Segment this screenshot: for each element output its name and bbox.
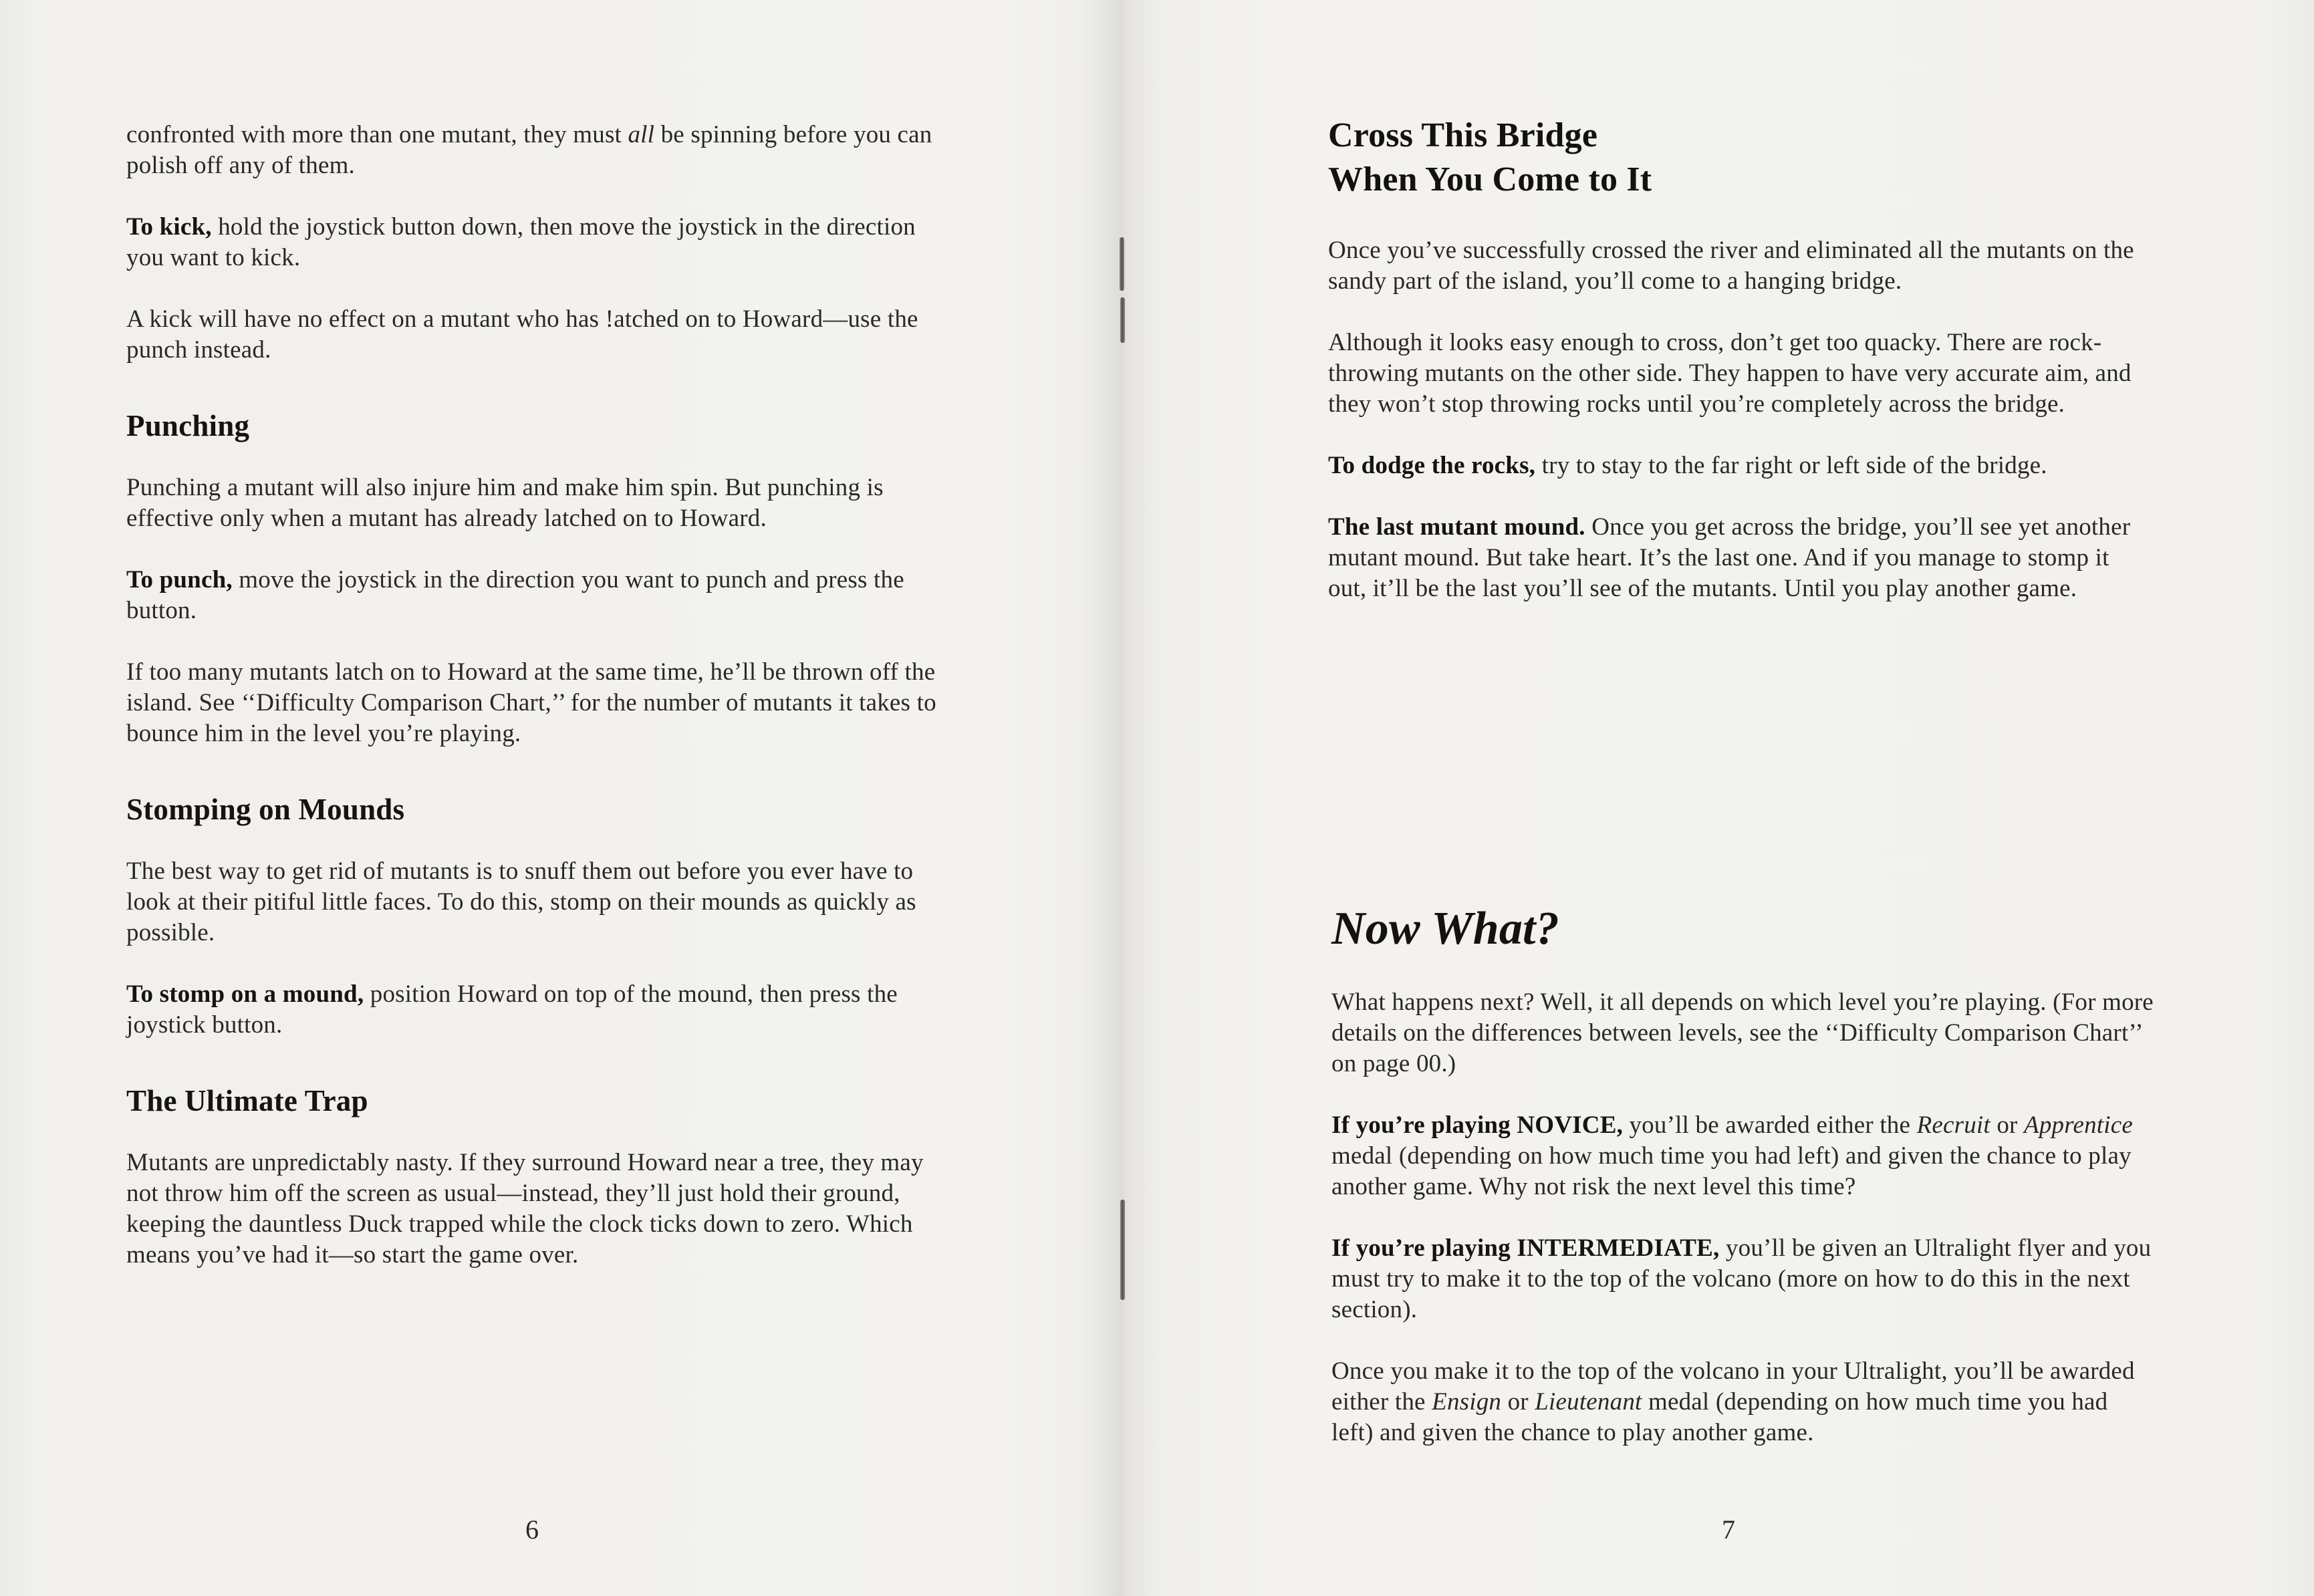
bridge-heading-line2: When You Come to It <box>1328 160 1652 198</box>
intro-paragraph <box>126 120 942 181</box>
bridge-section <box>1328 114 2150 635</box>
novice-text-c: medal (depending on how much time you had left) and given the chance to play another game. Why not risk the next level this time? <box>1331 1142 2132 1200</box>
dodge-rocks-paragraph <box>1328 450 2150 481</box>
stomp-lead: To stomp on a mound, <box>126 980 364 1008</box>
recruit-medal-name: Recruit <box>1916 1111 1990 1139</box>
last-mound-paragraph <box>1328 512 2150 604</box>
dodge-text: try to stay to the far right or left side of the bridge. <box>1535 452 2047 479</box>
stomping-heading: Stomping on Mounds <box>126 793 405 826</box>
now-what-paragraph: What happens next? Well, it all depends on which level you’re playing. (For more details on the differences between levels, see the ‘‘Difficulty Comparison Chart’’ on page 00.) <box>1331 988 2154 1077</box>
stomp-instruction-paragraph <box>126 979 942 1041</box>
left-page-column <box>126 120 942 1301</box>
now-what-heading: Now What? <box>1331 903 1559 954</box>
novice-text-a: you’ll be awarded either the <box>1623 1111 1917 1139</box>
volcano-text-a: Once you make it to the top of the volcano in your Ultralight, you’ll be awarded either the <box>1331 1357 2135 1416</box>
dodge-lead: To dodge the rocks, <box>1328 452 1536 479</box>
ultimate-trap-paragraph: Mutants are unpredictably nasty. If they surround Howard near a tree, they may not throw him off the screen as usual—instead, they’ll just hold their ground, keeping the dauntless Duck trapped while the clock ticks down to zero. Which means you’ve had it—so start the game over. <box>126 1149 924 1269</box>
stomping-paragraph: The best way to get rid of mutants is to snuff them out before you ever have to look at their pitiful little faces. To do this, stomp on their mounds as quickly as possible. <box>126 857 916 946</box>
punch-instruction-paragraph <box>126 565 942 626</box>
bridge-heading-line1: Cross This Bridge <box>1328 116 1598 154</box>
intermediate-text: you’ll be given an Ultralight flyer and you must try to make it to the top of the volcano (more on how to do this in the next section). <box>1331 1234 2152 1323</box>
apprentice-medal-name: Apprentice <box>2024 1111 2133 1139</box>
punch-lead: To punch, <box>126 566 233 593</box>
right-page <box>1120 0 2314 1596</box>
punch-text: move the joystick in the direction you want to punch and press the button. <box>126 566 904 624</box>
intermediate-paragraph <box>1331 1233 2154 1325</box>
bridge-paragraph-1: Once you’ve successfully crossed the river and eliminated all the mutants on the sandy part of the island, you’ll come to a hanging bridge. <box>1328 237 2134 295</box>
volcano-text-c: medal (depending on how much time you had left) and given the chance to play another game. <box>1331 1388 2108 1446</box>
kick-lead: To kick, <box>126 213 212 241</box>
novice-text-b: or <box>1990 1111 2025 1139</box>
intro-text-a: confronted with more than one mutant, they must <box>126 121 628 148</box>
bridge-heading <box>1328 114 2150 202</box>
volcano-text-b: or <box>1501 1388 1535 1416</box>
novice-paragraph <box>1331 1110 2154 1202</box>
now-what-section <box>1331 899 2154 1479</box>
kick-text: hold the joystick button down, then move the joystick in the direction you want to kick. <box>126 213 916 271</box>
volcano-paragraph <box>1331 1356 2154 1448</box>
ultimate-trap-heading: The Ultimate Trap <box>126 1084 368 1117</box>
punching-heading: Punching <box>126 409 250 442</box>
lieutenant-medal-name: Lieutenant <box>1535 1388 1642 1416</box>
thrown-off-paragraph: If too many mutants latch on to Howard at the same time, he’ll be thrown off the island. See ‘‘Difficulty Comparison Chart,’’ for the number of mutants it takes to bounce him in the level you’re playing. <box>126 658 936 747</box>
kick-paragraph <box>126 212 942 273</box>
ensign-medal-name: Ensign <box>1432 1388 1502 1416</box>
mound-text: Once you get across the bridge, you’ll see yet another mutant mound. But take heart. It’s the last one. And if you manage to stomp it out, it’ll be the last you’ll see of the mutants. Until you play another game. <box>1328 513 2131 602</box>
page-number-right: 7 <box>1722 1514 1735 1545</box>
novice-lead: If you’re playing NOVICE, <box>1331 1111 1624 1139</box>
mound-lead: The last mutant mound. <box>1328 513 1585 541</box>
page-number-left: 6 <box>525 1514 539 1545</box>
intermediate-lead: If you’re playing INTERMEDIATE, <box>1331 1234 1720 1262</box>
intro-text-b: be spinning before you can polish off any of them. <box>126 121 932 179</box>
stomp-text: position Howard on top of the mound, then press the joystick button. <box>126 980 898 1039</box>
intro-emphasis: all <box>628 121 655 148</box>
punching-paragraph: Punching a mutant will also injure him and make him spin. But punching is effective only when a mutant has already latched on to Howard. <box>126 474 884 532</box>
bridge-paragraph-2: Although it looks easy enough to cross, don’t get too quacky. There are rock-throwing mutants on the other side. They happen to have very accurate aim, and they won’t stop throwing rocks until you’re completely across the bridge. <box>1328 329 2132 418</box>
kick-note-paragraph: A kick will have no effect on a mutant who has !atched on to Howard—use the punch instead. <box>126 305 918 364</box>
left-page <box>0 0 1120 1596</box>
